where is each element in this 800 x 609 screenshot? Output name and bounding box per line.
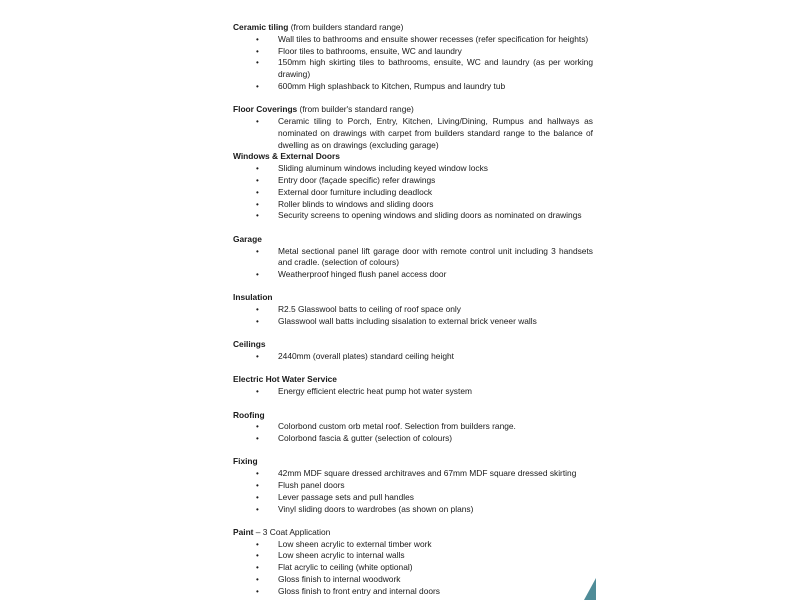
item-text: Flush panel doors: [278, 480, 345, 490]
item-text: 150mm high skirting tiles to bathrooms, ensuite, WC and laundry (as per working drawing): [278, 57, 593, 80]
spec-section: [233, 104, 593, 151]
item-text: Security screens to opening windows and sliding doors as nominated on drawings: [278, 210, 582, 221]
item-text: 600mm High splashback to Kitchen, Rumpus and laundry tub: [278, 80, 506, 91]
item-text: Ceramic tiling to Porch, Entry, Kitchen, Living/Dining, Rumpus and hallways as nominated on drawings with carpet from builders standard range to the balance of dwelling as on drawings (excluding garage): [278, 116, 593, 150]
bullet-icon: •: [256, 270, 259, 280]
list-item: [233, 269, 593, 281]
bullet-icon: •: [256, 199, 259, 209]
section-note: (from builders standard range): [288, 22, 404, 32]
item-text: Colorbond fascia & gutter (selection of colours): [278, 433, 453, 444]
list-item: [233, 187, 593, 199]
section-title: Roofing: [233, 409, 265, 420]
item-text: Roller blinds to windows and sliding doors: [278, 198, 434, 209]
item-text: Low sheen acrylic to internal walls: [278, 550, 405, 561]
item-list: [233, 386, 593, 398]
list-item: [233, 574, 593, 586]
item-text: Colorbond custom orb metal roof. Selection from builders range.: [278, 421, 516, 432]
list-item: [233, 550, 593, 562]
section-heading: [233, 234, 593, 246]
section-title: Windows & External Doors: [233, 151, 340, 162]
item-text: Lever passage sets and pull handles: [278, 491, 414, 502]
bullet-icon: •: [256, 481, 259, 490]
list-item: [233, 116, 593, 151]
bullet-icon: •: [256, 469, 259, 479]
corner-decoration: [584, 578, 596, 600]
item-list: [233, 539, 593, 598]
list-item: [233, 539, 593, 551]
spec-section: [233, 456, 593, 515]
item-text: External door furniture including deadlock: [278, 186, 433, 197]
section-heading: [233, 527, 593, 539]
section-heading: [233, 339, 593, 351]
bullet-icon: •: [256, 34, 259, 44]
spec-section: [233, 151, 593, 222]
bullet-icon: •: [256, 551, 259, 561]
list-item: [233, 304, 593, 316]
bullet-icon: •: [256, 563, 259, 573]
list-item: [233, 57, 593, 81]
section-title: Floor Coverings: [233, 104, 298, 115]
item-text: 2440mm (overall plates) standard ceiling height: [278, 351, 454, 362]
bullet-icon: •: [256, 434, 259, 444]
section-title: Fixing: [233, 456, 258, 467]
list-item: [233, 421, 593, 433]
bullet-icon: •: [256, 58, 259, 68]
section-heading: [233, 22, 593, 34]
item-list: [233, 351, 593, 363]
item-text: Gloss finish to internal woodwork: [278, 574, 401, 585]
item-text: Wall tiles to bathrooms and ensuite shower recesses (refer specification for heights): [278, 33, 589, 44]
item-text: Flat acrylic to ceiling (white optional): [278, 562, 413, 573]
bullet-icon: •: [256, 81, 259, 91]
bullet-icon: •: [256, 575, 259, 585]
section-heading: [233, 374, 593, 386]
list-item: [233, 480, 593, 492]
bullet-icon: •: [256, 305, 259, 315]
bullet-icon: •: [256, 211, 259, 221]
item-list: [233, 246, 593, 281]
item-text: 42mm MDF square dressed architraves and 67mm MDF square dressed skirting: [278, 468, 577, 479]
bullet-icon: •: [256, 586, 259, 596]
item-text: Metal sectional panel lift garage door with remote control unit including 3 handsets and cradle. (selection of colours): [278, 245, 593, 268]
bullet-icon: •: [256, 176, 259, 186]
bullet-icon: •: [256, 246, 259, 256]
list-item: [233, 351, 593, 363]
bullet-icon: •: [256, 504, 259, 514]
section-title: Ceramic tiling: [233, 22, 289, 32]
spec-section: [233, 527, 593, 598]
bullet-icon: •: [256, 352, 259, 362]
section-title: Ceilings: [233, 339, 266, 350]
bullet-icon: •: [256, 164, 259, 174]
item-text: Floor tiles to bathrooms, ensuite, WC and laundry: [278, 45, 462, 56]
item-list: [233, 468, 593, 515]
section-note: – 3 Coat Application: [253, 526, 331, 537]
bullet-icon: •: [256, 539, 259, 549]
bullet-icon: •: [256, 492, 259, 502]
bullet-icon: •: [256, 117, 259, 127]
item-list: [233, 116, 593, 151]
section-note: (from builder's standard range): [297, 104, 414, 115]
item-text: Weatherproof hinged flush panel access door: [278, 269, 447, 280]
list-item: [233, 199, 593, 211]
section-heading: [233, 292, 593, 304]
item-text: Gloss finish to front entry and internal doors: [278, 585, 440, 596]
section-title: Paint: [233, 526, 254, 537]
bullet-icon: •: [256, 317, 259, 327]
spec-section: [233, 234, 593, 281]
bullet-icon: •: [256, 46, 259, 56]
list-item: [233, 386, 593, 398]
item-text: Glasswool wall batts including sisalation to external brick veneer walls: [278, 316, 537, 327]
list-item: [233, 562, 593, 574]
section-title: Garage: [233, 233, 262, 244]
item-text: Vinyl sliding doors to wardrobes (as shown on plans): [278, 503, 474, 514]
bullet-icon: •: [256, 422, 259, 432]
item-text: Energy efficient electric heat pump hot water system: [278, 386, 472, 397]
bullet-icon: •: [256, 187, 259, 197]
section-heading: [233, 456, 593, 468]
section-heading: [233, 151, 593, 163]
item-list: [233, 421, 593, 445]
item-text: Sliding aluminum windows including keyed window locks: [278, 163, 488, 174]
spec-section: [233, 292, 593, 327]
list-item: [233, 586, 593, 598]
list-item: [233, 81, 593, 93]
list-item: [233, 433, 593, 445]
item-text: Low sheen acrylic to external timber work: [278, 538, 432, 549]
spec-section: [233, 410, 593, 445]
section-heading: [233, 104, 593, 116]
item-list: [233, 304, 593, 328]
list-item: [233, 163, 593, 175]
bullet-icon: •: [256, 387, 259, 397]
list-item: [233, 175, 593, 187]
list-item: [233, 504, 593, 516]
list-item: [233, 468, 593, 480]
section-title: Electric Hot Water Service: [233, 374, 337, 385]
section-title: Insulation: [233, 292, 273, 303]
list-item: [233, 34, 593, 46]
item-text: Entry door (façade specific) refer drawings: [278, 175, 436, 186]
spec-section: [233, 22, 593, 93]
item-list: [233, 163, 593, 222]
list-item: [233, 210, 593, 222]
list-item: [233, 492, 593, 504]
list-item: [233, 246, 593, 270]
list-item: [233, 46, 593, 58]
list-item: [233, 316, 593, 328]
specification-document: [233, 22, 593, 609]
spec-section: [233, 374, 593, 398]
section-heading: [233, 410, 593, 422]
spec-section: [233, 339, 593, 363]
item-text: R2.5 Glasswool batts to ceiling of roof space only: [278, 304, 461, 315]
item-list: [233, 34, 593, 93]
